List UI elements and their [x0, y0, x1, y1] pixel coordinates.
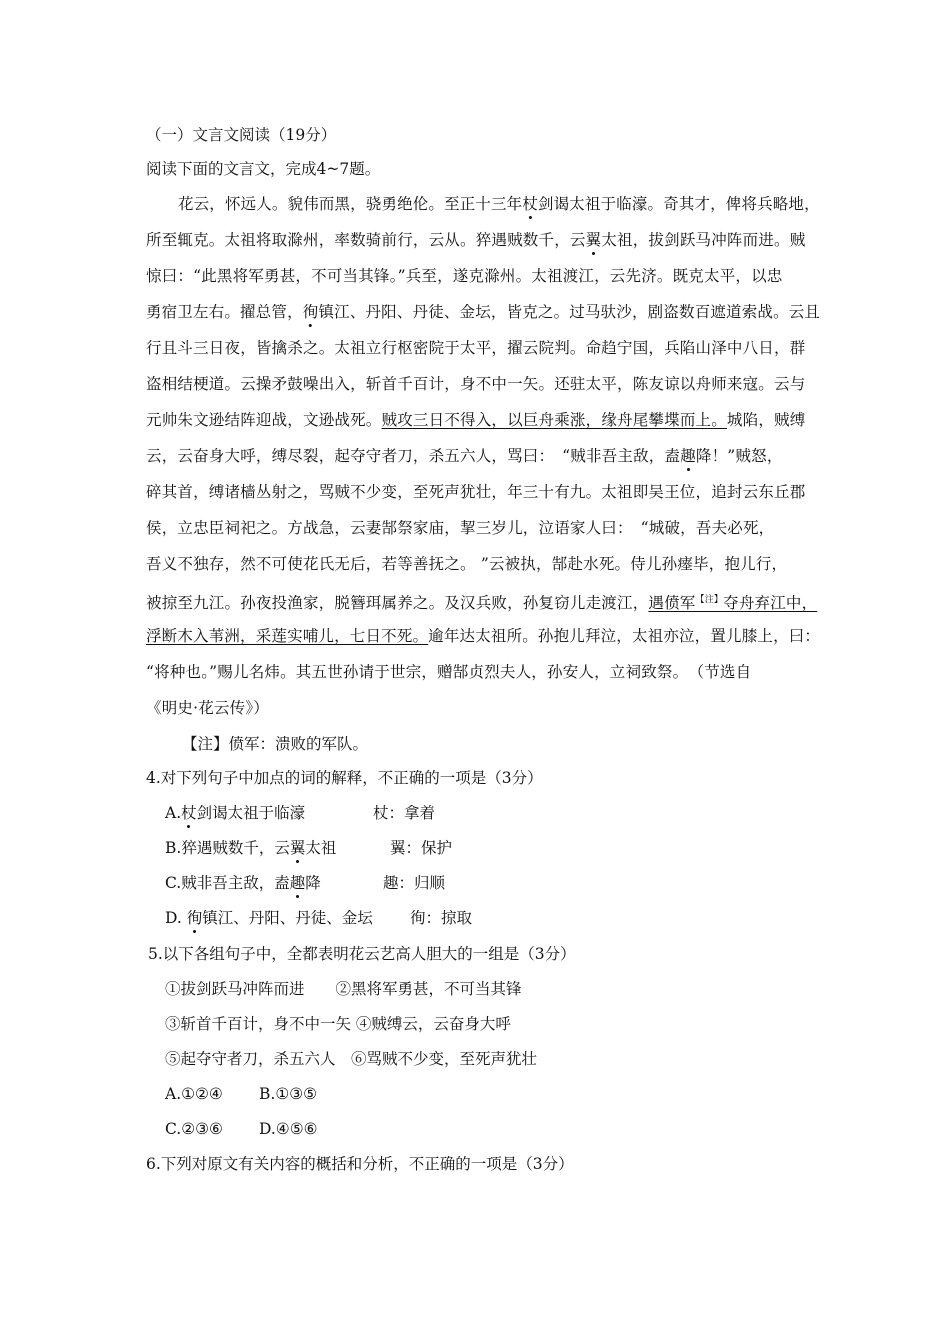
option-text: 降: [305, 874, 321, 892]
question-5-option-c: C.②③⑥: [165, 1120, 223, 1138]
instruction-text: 阅读下面的文言文，完成4~7题。: [146, 160, 381, 178]
passage-text: 太祖，拔剑跃马冲阵而进。贼: [601, 231, 806, 249]
passage-text: 云，云奋身大呼，缚尽裂，起夺守者刀，杀五六人，骂曰： “贼非吾主敌，盍: [146, 447, 681, 465]
underlined-sentence: [648, 594, 817, 612]
passage-line: 碎其首，缚诸樯丛射之，骂贼不少变，至死声犹壮，年三十有九。太祖即吴王位，追封云东丘郡: [146, 483, 806, 501]
dotted-word: 趣: [289, 874, 306, 892]
question-5-stem: 5.以下各组句子中，全都表明花云艺高人胆大的一组是（3分）: [148, 945, 576, 963]
passage-line: [146, 445, 783, 467]
question-4-option-b: [165, 837, 336, 859]
passage-text: 剑谒太祖于临濠。奇其才，俾将兵略地，: [537, 195, 820, 213]
question-4-option-c: [165, 872, 321, 894]
dotted-word: 杖: [522, 195, 538, 213]
passage-line: 侯，立忠臣祠祀之。方战急，云妻郜祭家庙，挈三岁儿，泣语家人曰： “城破，吾夫必死，: [146, 519, 775, 537]
question-4-option-a: [165, 802, 305, 824]
question-5-option-d: D.④⑤⑥: [259, 1120, 318, 1138]
question-4-gloss-a: 杖：拿着: [373, 804, 436, 822]
passage-line: [146, 589, 817, 614]
passage-line: 行且斗三日夜，皆擒杀之。太祖立行枢密院于太平，擢云院判。命趋宁国，兵陷山泽中八日，群: [146, 339, 806, 357]
dotted-word: 翼: [585, 231, 602, 249]
passage-text: 镇江、丹阳、丹徒、金坛，皆克之。过马驮沙，剧盗数百遮道索战。云且: [318, 303, 821, 321]
question-4-gloss-c: 趣：归顺: [383, 874, 446, 892]
option-text: 剑谒太祖于临濠: [196, 804, 306, 822]
question-4-option-d: [165, 907, 373, 929]
passage-line: [146, 409, 805, 431]
question-4-stem: 4.对下列句子中加点的词的解释，不正确的一项是（3分）: [146, 769, 543, 787]
underlined-text: 夺舟弃江中，: [723, 594, 818, 612]
question-5-option-a: A.①②④: [165, 1085, 223, 1103]
underlined-text: 遇偾军: [648, 594, 696, 612]
option-text: 镇江、丹阳、丹徒、金坛: [202, 909, 373, 927]
passage-line: [178, 193, 820, 215]
passage-text: 所至辄克。太祖将取滁州，率数骑前行，云从。猝遇贼数千，云: [146, 231, 586, 249]
dotted-word: 趣: [680, 447, 696, 465]
dotted-word: 徇: [302, 303, 319, 321]
option-text: C.贼非吾主敌，盍: [165, 874, 290, 892]
passage-line: “将种也。”赐儿名炜。其五世孙请于世宗，赠郜贞烈夫人，孙安人，立祠致祭。 （节选自: [146, 663, 752, 681]
passage-line: [146, 301, 820, 323]
passage-text: 花云，怀远人。貌伟而黑，骁勇绝伦。至正十三年: [178, 195, 523, 213]
question-5-row-2: ③斩首千百计，身不中一矢 ④贼缚云，云奋身大呼: [165, 1015, 511, 1033]
question-4-gloss-d: 徇：掠取: [410, 909, 473, 927]
dotted-word: 翼: [289, 839, 306, 857]
passage-text: 城陷，贼缚: [726, 411, 806, 429]
passage-text: 勇宿卫左右。擢总管，: [146, 303, 303, 321]
passage-line: [146, 229, 805, 251]
passage-text: 逾年达太祖所。孙抱儿拜泣，太祖亦泣，置儿膝上，曰：: [428, 627, 821, 645]
note-marker: 【注】: [695, 595, 724, 605]
question-6-stem: 6.下列对原文有关内容的概括和分析，不正确的一项是（3分）: [146, 1155, 574, 1173]
dotted-word: 杖: [181, 804, 197, 822]
passage-line: 惊曰：“此黑将军勇甚，不可当其锋。”兵至，遂克滁州。太祖渡江，云先济。既克太平，以忠: [146, 267, 783, 285]
question-5-option-b: B.①③⑤: [259, 1085, 318, 1103]
underlined-sentence: 贼攻三日不得入，以巨舟乘涨，缘舟尾攀堞而上。: [381, 411, 727, 429]
question-5-row-3: ⑤起夺守者刀，杀五六人 ⑥骂贼不少变，至死声犹壮: [165, 1050, 538, 1068]
option-text: D.: [165, 909, 187, 927]
section-title: （一）文言文阅读（19分）: [146, 126, 337, 144]
passage-text: 被掠至九江。孙夜投渔家，脱簪珥属养之。及汉兵败，孙复窃儿走渡江，: [146, 594, 649, 612]
underlined-sentence: 浮断木入苇洲，采莲实哺儿，七日不死。: [146, 627, 429, 645]
passage-line: 吾义不独存，然不可使花氏无后，若等善抚之。 ”云被执，郜赴水死。侍儿孙瘗毕，抱儿行，: [146, 555, 788, 573]
passage-line: 盗相结梗道。云操矛鼓噪出入，斩首千百计，身不中一矢。还驻太平，陈友谅以舟师来寇。云与: [146, 375, 806, 393]
footnote: 【注】偾军：溃败的军队。: [182, 735, 369, 753]
dotted-word: 徇: [186, 909, 203, 927]
option-text: A.: [165, 804, 182, 822]
passage-text: 降！”贼怒，: [695, 447, 783, 465]
question-4-gloss-b: 翼：保护: [390, 839, 453, 857]
question-5-row-1: ①拔剑跃马冲阵而进 ②黑将军勇甚，不可当其锋: [165, 980, 522, 998]
option-text: 太祖: [305, 839, 337, 857]
passage-line: [146, 625, 820, 647]
passage-text: 元帅朱文逊结阵迎战，文逊战死。: [146, 411, 382, 429]
option-text: B.猝遇贼数千，云: [165, 839, 290, 857]
passage-source: 《明史·花云传》）: [146, 699, 269, 717]
